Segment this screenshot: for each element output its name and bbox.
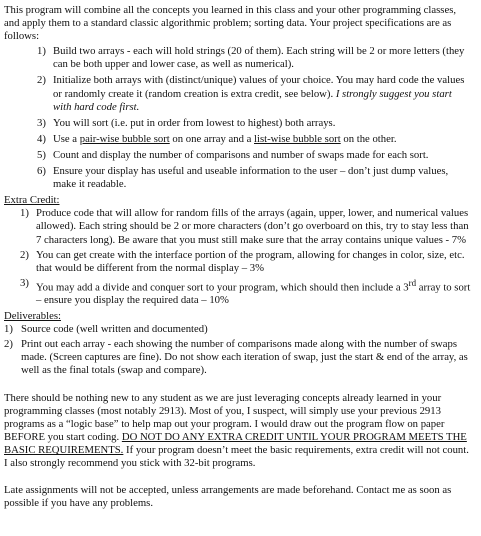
deliverable-item: [4, 323, 471, 336]
item-text-post: array to sort – ensure you display the required data – 10%: [36, 281, 471, 307]
item-text-wrap: [53, 74, 471, 113]
item-number: 4): [37, 132, 46, 145]
extra-credit-item: [20, 249, 471, 275]
deliverables-heading: Deliverables:: [4, 309, 61, 322]
item-text-wrap: [53, 133, 471, 146]
item-text: You will sort (i.e. put in order from lowest to highest) both arrays.: [53, 116, 336, 129]
requirements-list: [37, 45, 471, 191]
intro-paragraph: This program will combine all the concepts you learned in this class and your other programming classes, and apply them to a standard classic algorithmic problem; sorting data. Your project specifications are as follows:: [4, 4, 457, 43]
requirement-item: [37, 133, 471, 146]
item-text-post: on the other.: [340, 132, 397, 145]
deliverables-list: [4, 323, 471, 377]
item-text: Build two arrays - each will hold strings (20 of them). Each string will be 2 or more letters (they can be both upper and lower case, as well as numerical).: [53, 45, 465, 71]
item-number: 2): [4, 337, 13, 350]
item-text: Print out each array - each showing the number of comparisons made along with the number of swaps made. (Screen captures are fine). Do not show each iteration of swap, just the start & end of the array, as well as the final totals (swap and compare).: [21, 337, 468, 376]
requirement-item: [37, 149, 471, 162]
deliverable-item: [4, 338, 471, 377]
item-text: Ensure your display has useful and useable information to the user – don’t just dump values, make it readable.: [53, 165, 449, 191]
closing-text-pre: There should be nothing new to any student as we are just leveraging concepts already learned in your programming classes (most notably 2913). Most of you, I suspect, will simply use your previous 2913 programs as a “logic base” to help map out your program. I would draw out the program flow on paper BEFORE you start coding.: [4, 392, 445, 444]
ordinal-suffix: rd: [408, 277, 417, 288]
item-number: 1): [4, 322, 13, 335]
item-text-mid: on one array and a: [169, 132, 255, 145]
item-number: 5): [37, 148, 46, 161]
requirement-item: [37, 117, 471, 130]
late-policy-paragraph: Late assignments will not be accepted, unless arrangements are made beforehand. Contact me as soon as possible if you have any problems.: [4, 483, 452, 509]
extra-credit-item: [20, 207, 471, 246]
item-text-pre: Use a: [53, 132, 80, 145]
closing-warning: DO NOT DO ANY EXTRA CREDIT UNTIL YOUR PROGRAM MEETS THE BASIC REQUIREMENTS.: [4, 431, 467, 457]
item-number: 1): [37, 45, 46, 58]
item-text: Source code (well written and documented): [21, 322, 208, 335]
requirement-item: [37, 45, 471, 71]
item-text: You can get create with the interface portion of the program, allowing for changes in color, size, etc. that would be different from the normal display – 3%: [36, 248, 465, 274]
item-number: 1): [20, 207, 29, 220]
item-text-wrap: [36, 277, 471, 308]
item-text: Initialize both arrays with (distinct/unique) values of your choice. You may hard code the values or randomly create it (random creation is extra credit, see below).: [53, 74, 465, 100]
spacer: [4, 379, 471, 392]
item-suggestion: I strongly suggest you start with hard code first.: [53, 87, 452, 113]
list-wise-bubble-sort-link[interactable]: list-wise bubble sort: [254, 132, 341, 145]
extra-credit-item: [20, 277, 471, 308]
extra-credit-list: [20, 207, 471, 307]
requirement-item: [37, 74, 471, 113]
closing-paragraph: [4, 392, 471, 471]
item-text: Count and display the number of comparisons and number of swaps made for each sort.: [53, 148, 429, 161]
item-number: 6): [37, 165, 46, 178]
closing-text-post: If your program doesn’t meet the basic requirements, extra credit will not count. I also strongly recommend you stick with 32-bit programs.: [4, 444, 469, 470]
item-text-pre: You may add a divide and conquer sort to your program, which should then include a 3: [36, 281, 409, 294]
extra-credit-heading: Extra Credit:: [4, 194, 60, 207]
requirement-item: [37, 165, 471, 191]
item-text: Produce code that will allow for random fills of the arrays (again, upper, lower, and numerical values allowed). Each string should be 2 or more characters (don’t go overboard on this, try to stay less than 7 characters long). Be aware that you must still make sure that the array contains unique values - 7%: [36, 207, 469, 246]
item-number: 3): [37, 116, 46, 129]
spacer: [4, 471, 471, 484]
item-number: 3): [20, 276, 29, 289]
item-number: 2): [37, 74, 46, 87]
item-number: 2): [20, 248, 29, 261]
pair-wise-bubble-sort-link[interactable]: pair-wise bubble sort: [79, 132, 170, 145]
